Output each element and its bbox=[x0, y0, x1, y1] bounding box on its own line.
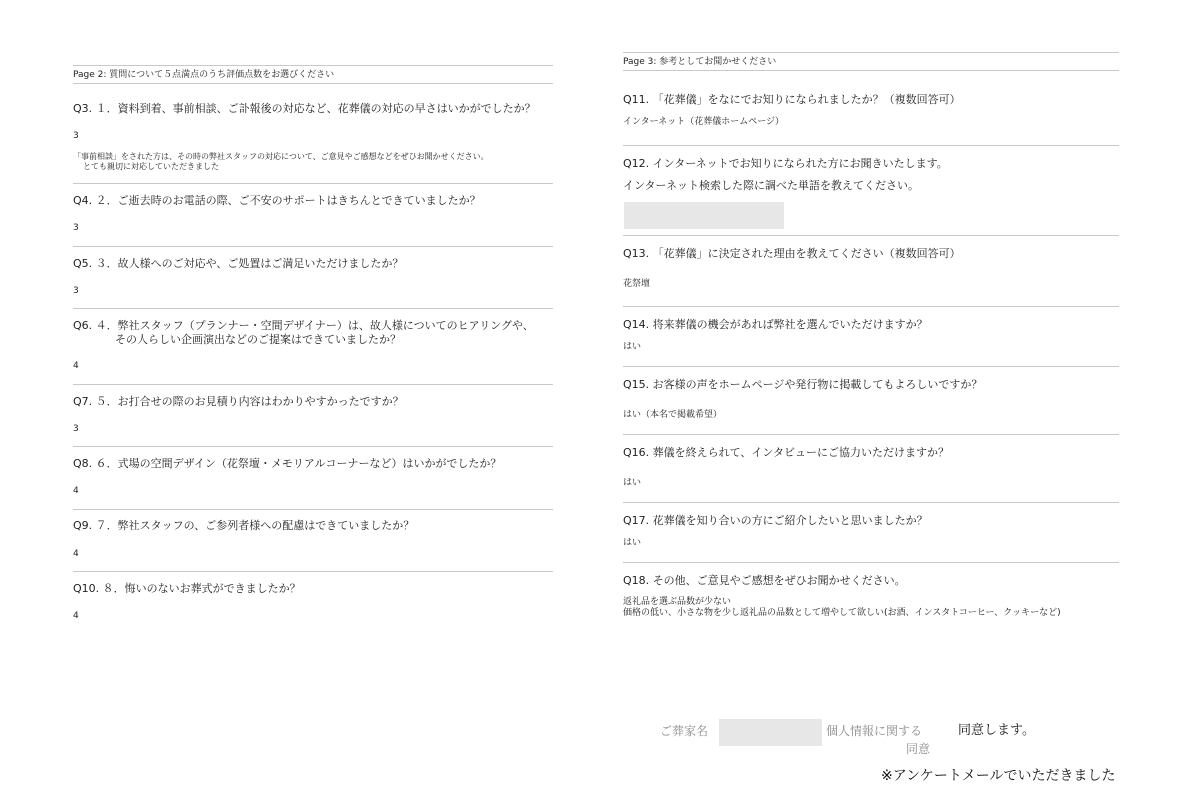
q10-answer: 4 bbox=[73, 611, 79, 621]
q3-note bbox=[73, 152, 553, 172]
q8-answer: 4 bbox=[73, 486, 79, 496]
q15-question: Q15. お客様の声をホームページや発行物に掲載してもよろしいですか？ bbox=[623, 378, 983, 391]
divider bbox=[623, 306, 1119, 307]
divider bbox=[73, 183, 553, 184]
q13-question: Q13. 「花葬儀」に決定された理由を教えてください（複数回答可） bbox=[623, 247, 961, 260]
q13-answer: 花祭壇 bbox=[623, 279, 651, 289]
q18-answer-line1: 返礼品を選ぶ品数が少ない bbox=[623, 597, 732, 607]
privacy-label-line1: 個人情報に関する bbox=[826, 724, 923, 738]
q6-question-line1: Q6. ４．弊社スタッフ（プランナー・空間デザイナー）は、故人様についてのヒアリングや、 bbox=[73, 319, 534, 332]
q5-answer: 3 bbox=[73, 286, 79, 296]
q18-question: Q18. その他、ご意見やご感想をぜひお聞かせください。 bbox=[623, 574, 906, 587]
divider bbox=[73, 446, 553, 447]
q3-question: Q3. １．資料到着、事前相談、ご訃報後の対応など、花葬儀の対応の早さはいかがでしたか？ bbox=[73, 102, 536, 115]
divider bbox=[623, 235, 1119, 236]
divider bbox=[73, 246, 553, 247]
divider bbox=[623, 145, 1119, 146]
q14-question: Q14. 将来葬儀の機会があれば弊社を選んでいただけますか？ bbox=[623, 318, 928, 331]
q15-answer: はい（本名で掲載希望） bbox=[623, 410, 723, 420]
q3-note-question: 「事前相談」をされた方は、その時の弊社スタッフの対応について、ご意見やご感想などをぜひお聞かせください。 bbox=[73, 152, 489, 161]
q17-answer: はい bbox=[623, 538, 642, 548]
q9-question: Q9. ７．弊社スタッフの、ご参列者様への配慮はできていましたか？ bbox=[73, 519, 415, 532]
q14-answer: はい bbox=[623, 342, 642, 352]
divider bbox=[623, 366, 1119, 367]
q16-question: Q16. 葬儀を終えられて、インタビューにご協力いただけますか？ bbox=[623, 446, 949, 459]
q7-question: Q7. ５．お打合せの際のお見積り内容はわかりやすかったですか？ bbox=[73, 395, 404, 408]
divider bbox=[623, 562, 1119, 563]
page3-header: Page 3: 参考としてお聞かせください bbox=[623, 52, 1119, 71]
privacy-label-line2: 同意 bbox=[906, 742, 931, 756]
divider bbox=[73, 509, 553, 510]
privacy-consent-value: 同意します。 bbox=[958, 723, 1035, 738]
q6-question-line2: その人らしい企画演出などのご提案はできていましたか？ bbox=[115, 333, 401, 346]
divider bbox=[73, 384, 553, 385]
divider bbox=[73, 571, 553, 572]
family-name-blank bbox=[719, 719, 822, 746]
q18-answer-line2: 価格の低い、小さな物を少し返礼品の品数として増やして欲しい(お酒、インスタトコーヒー、クッキーなど) bbox=[623, 608, 1061, 618]
q4-answer: 3 bbox=[73, 223, 79, 233]
survey-source-note: ※アンケートメールでいただきました bbox=[881, 768, 1116, 784]
divider bbox=[623, 502, 1119, 503]
q9-answer: 4 bbox=[73, 549, 79, 559]
q3-note-answer: とても親切に対応していただきました bbox=[83, 162, 219, 171]
q11-question: Q11. 「花葬儀」をなにでお知りになられましたか？（複数回答可） bbox=[623, 93, 961, 106]
divider bbox=[73, 308, 553, 309]
q3-answer: 3 bbox=[73, 131, 79, 141]
family-name-label: ご葬家名 bbox=[660, 724, 709, 738]
page2-header: Page 2: 質問について５点満点のうち評価点数をお選びください bbox=[73, 65, 553, 84]
q12-answer-blank bbox=[624, 202, 784, 229]
q7-answer: 3 bbox=[73, 424, 79, 434]
q8-question: Q8. ６．式場の空間デザイン（花祭壇・メモリアルコーナーなど）はいかがでしたか？ bbox=[73, 457, 502, 470]
q17-question: Q17. 花葬儀を知り合いの方にご紹介したいと思いましたか？ bbox=[623, 514, 928, 527]
q6-answer: 4 bbox=[73, 361, 79, 371]
q12-question-line1: Q12. インターネットでお知りになられた方にお聞きいたします。 bbox=[623, 157, 948, 170]
q6-question bbox=[73, 319, 553, 347]
q10-question: Q10. ８．悔いのないお葬式ができましたか？ bbox=[73, 582, 301, 595]
q16-answer: はい bbox=[623, 478, 642, 488]
q4-question: Q4. ２．ご逝去時のお電話の際、ご不安のサポートはきちんとできていましたか？ bbox=[73, 194, 481, 207]
q5-question: Q5. ３．故人様へのご対応や、ご処置はご満足いただけましたか？ bbox=[73, 257, 404, 270]
divider bbox=[623, 434, 1119, 435]
q11-answer: インターネット（花葬儀ホームページ） bbox=[623, 117, 785, 127]
q12-question-line2: インターネット検索した際に調べた単語を教えてください。 bbox=[623, 179, 920, 192]
